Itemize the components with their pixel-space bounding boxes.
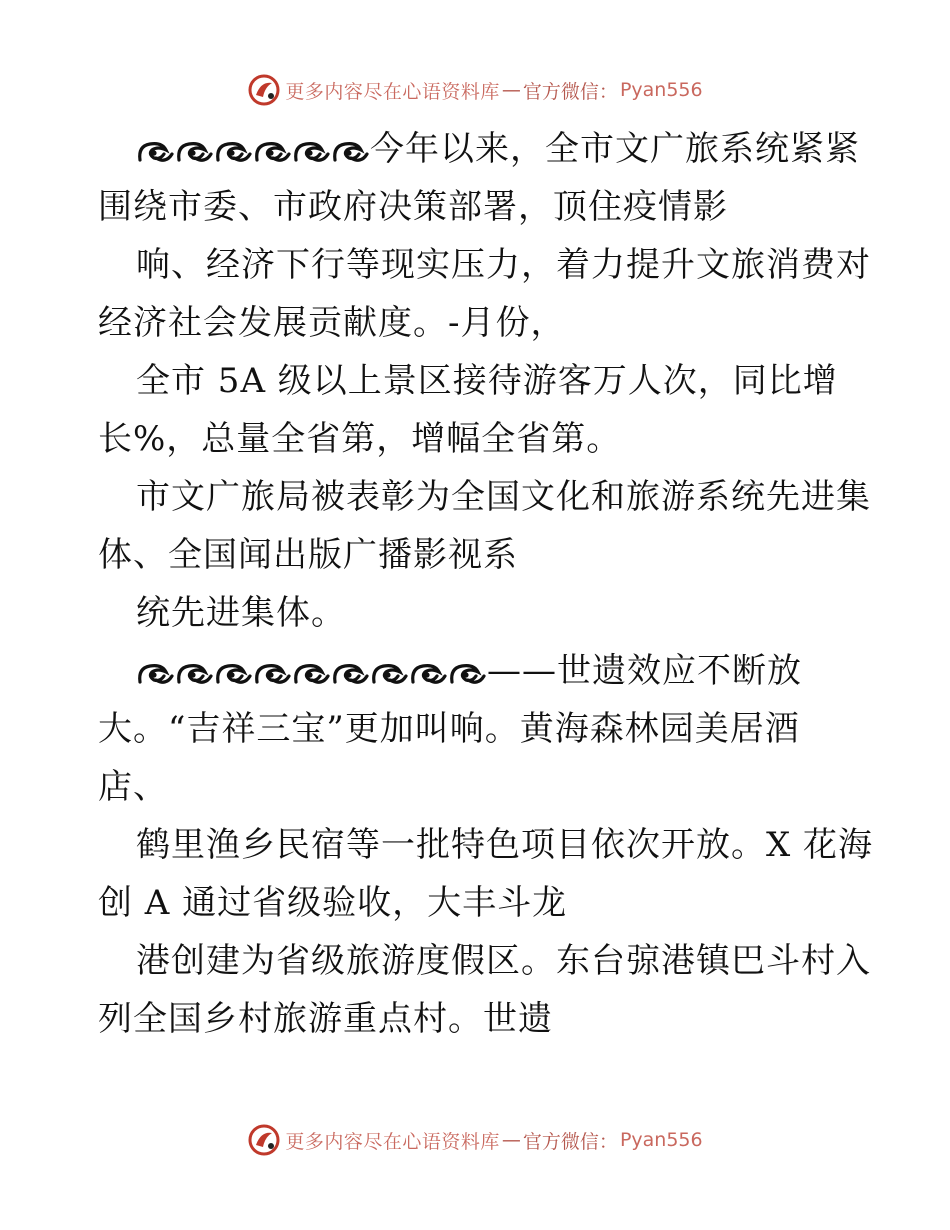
curl-ornament-glyph (413, 666, 445, 683)
paragraph-line: 今年以来，全市文广旅系统紧紧 (98, 122, 858, 176)
curl-ornament-glyph (335, 144, 367, 161)
curl-ornament-icon (136, 136, 370, 166)
curl-ornament-glyph (218, 666, 250, 683)
paragraph-line: 体、全国闻出版广播影视系 (98, 535, 518, 575)
watermark-dash: — (501, 79, 521, 101)
watermark-dash: — (501, 1129, 521, 1151)
paragraph-line: 市文广旅局被表彰为全国文化和旅游系统先进集 (136, 477, 871, 517)
logo-seal-icon (247, 1123, 281, 1157)
watermark-id: Pyan556 (619, 1129, 703, 1151)
curl-ornament-glyph (140, 666, 172, 683)
curl-ornament-glyph (218, 144, 250, 161)
curl-ornament-glyph (179, 666, 211, 683)
paragraph-line: 响、经济下行等现实压力，着力提升文旅消费对 (136, 245, 871, 285)
paragraph-line: 列全国乡村旅游重点村。世遗 (98, 999, 553, 1039)
document-body (98, 122, 874, 1050)
curl-ornament-glyph (179, 144, 211, 161)
curl-ornament-icon (136, 658, 487, 688)
curl-ornament-glyph (296, 144, 328, 161)
curl-ornament-glyph (257, 666, 289, 683)
paragraph-line: 统先进集体。 (136, 593, 346, 633)
curl-ornament-glyph (452, 666, 484, 683)
paragraph-line: 围绕市委、市政府决策部署，顶住疫情影 (98, 187, 728, 227)
paragraph-line: 港创建为省级旅游度假区。东台弶港镇巴斗村入 (136, 941, 871, 981)
logo-seal-icon (247, 73, 281, 107)
watermark-id: Pyan556 (619, 79, 703, 101)
paragraph-line: ——世遗效应不断放 (98, 644, 858, 698)
curl-ornament-glyph (335, 666, 367, 683)
watermark-label: 官方微信： (522, 80, 618, 103)
paragraph-line: 长%，总量全省第，增幅全省第。 (98, 419, 622, 459)
paragraph-line: 经济社会发展贡献度。-月份， (98, 303, 566, 343)
footer-watermark (0, 1120, 950, 1160)
paragraph-line: 鹤里渔乡民宿等一批特色项目依次开放。X 花海 (136, 825, 874, 865)
curl-ornament-glyph (140, 144, 172, 161)
watermark-text: 更多内容尽在心语资料库 (285, 1130, 500, 1153)
curl-ornament-glyph (296, 666, 328, 683)
paragraph-line: 全市 5A 级以上景区接待游客万人次，同比增 (136, 361, 838, 401)
watermark-text: 更多内容尽在心语资料库 (285, 80, 500, 103)
watermark-label: 官方微信： (522, 1130, 618, 1153)
paragraph-line: 店、 (98, 767, 168, 807)
paragraph-line: 大。“吉祥三宝”更加叫响。黄海森林园美居酒 (98, 709, 800, 749)
curl-ornament-glyph (374, 666, 406, 683)
paragraph-line: 创 A 通过省级验收，大丰斗龙 (98, 883, 568, 923)
header-watermark (0, 70, 950, 110)
curl-ornament-glyph (257, 144, 289, 161)
